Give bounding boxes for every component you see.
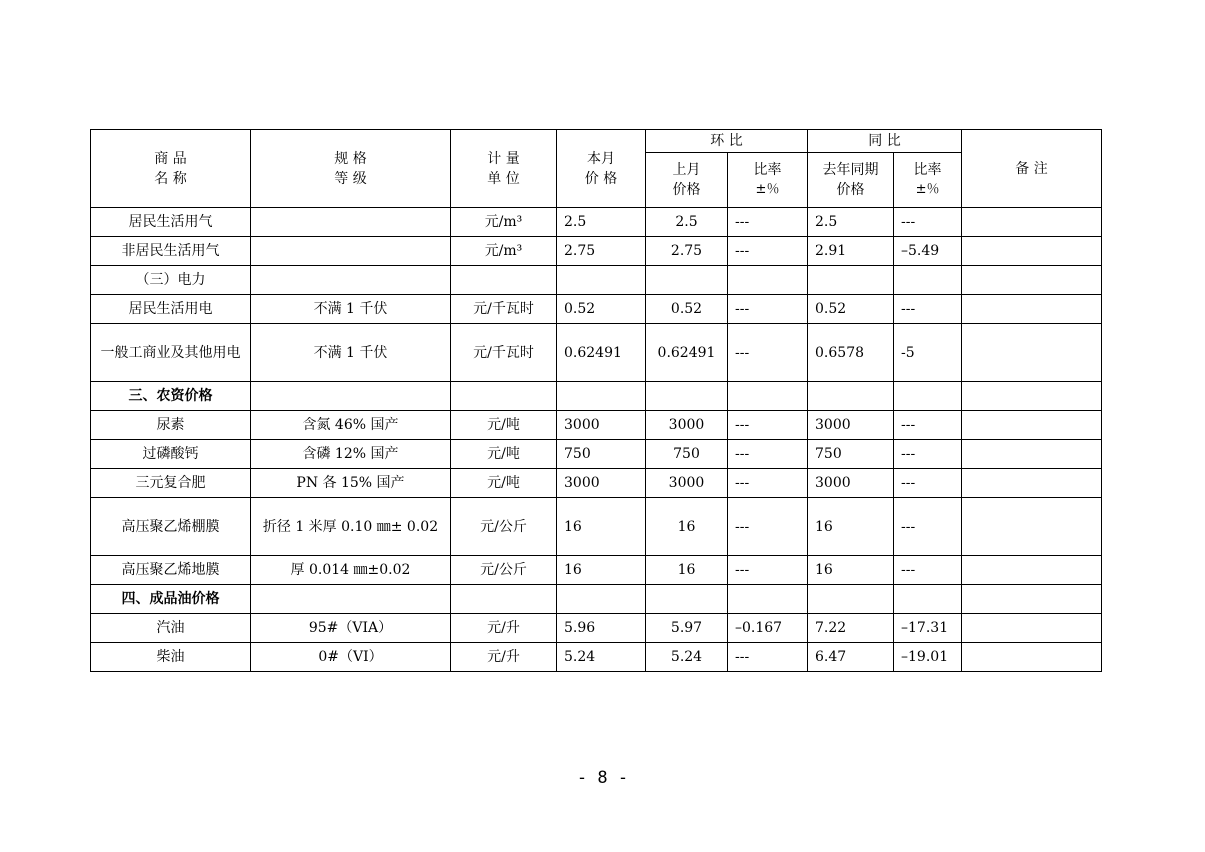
table-row	[91, 266, 1102, 295]
cell-current-price: 0.52	[557, 295, 646, 324]
cell-spec: 厚 0.014 ㎜±0.02	[251, 556, 451, 585]
cell-remark	[962, 208, 1102, 237]
header-year-on-year: 同 比	[808, 130, 962, 153]
header-last-month-price: 上月 价格	[646, 153, 728, 208]
cell-name: 一般工商业及其他用电	[91, 324, 251, 382]
cell-last-year-price: 16	[808, 556, 894, 585]
cell-spec	[251, 382, 451, 411]
cell-last-month-price: 5.97	[646, 614, 728, 643]
cell-spec: PN 各 15% 国产	[251, 469, 451, 498]
cell-last-year-price	[808, 266, 894, 295]
cell-yoy-rate: ---	[894, 295, 962, 324]
cell-spec: 0#（VI）	[251, 643, 451, 672]
cell-unit	[451, 382, 557, 411]
cell-mom-rate: ---	[728, 324, 808, 382]
table-row	[91, 614, 1102, 643]
cell-mom-rate: ---	[728, 556, 808, 585]
header-row	[91, 130, 1102, 153]
cell-name: 三元复合肥	[91, 469, 251, 498]
cell-remark	[962, 643, 1102, 672]
table-row	[91, 585, 1102, 614]
cell-current-price	[557, 382, 646, 411]
cell-yoy-rate: ---	[894, 498, 962, 556]
cell-spec: 含氮 46% 国产	[251, 411, 451, 440]
header-remark: 备 注	[962, 130, 1102, 208]
header-unit: 计 量 单 位	[451, 130, 557, 208]
cell-spec: 不满 1 千伏	[251, 295, 451, 324]
cell-mom-rate: –0.167	[728, 614, 808, 643]
cell-current-price	[557, 266, 646, 295]
header-month-on-month: 环 比	[646, 130, 808, 153]
cell-unit: 元/千瓦时	[451, 295, 557, 324]
price-table-body	[91, 130, 1102, 672]
cell-mom-rate: ---	[728, 643, 808, 672]
header-last-year-price: 去年同期 价格	[808, 153, 894, 208]
cell-last-month-price: 16	[646, 556, 728, 585]
table-row	[91, 498, 1102, 556]
cell-last-year-price: 0.6578	[808, 324, 894, 382]
cell-last-year-price: 3000	[808, 469, 894, 498]
cell-remark	[962, 266, 1102, 295]
cell-last-year-price: 2.5	[808, 208, 894, 237]
cell-yoy-rate: ---	[894, 411, 962, 440]
cell-last-month-price: 16	[646, 498, 728, 556]
cell-name: （三）电力	[91, 266, 251, 295]
cell-yoy-rate	[894, 266, 962, 295]
cell-mom-rate	[728, 382, 808, 411]
cell-last-month-price: 0.62491	[646, 324, 728, 382]
cell-unit: 元/升	[451, 643, 557, 672]
cell-last-month-price	[646, 585, 728, 614]
cell-unit: 元/吨	[451, 440, 557, 469]
cell-mom-rate: ---	[728, 440, 808, 469]
cell-unit: 元/升	[451, 614, 557, 643]
cell-unit	[451, 266, 557, 295]
cell-yoy-rate: –19.01	[894, 643, 962, 672]
cell-last-month-price: 2.75	[646, 237, 728, 266]
table-row	[91, 556, 1102, 585]
cell-mom-rate: ---	[728, 469, 808, 498]
cell-name: 柴油	[91, 643, 251, 672]
cell-current-price: 3000	[557, 469, 646, 498]
cell-current-price: 750	[557, 440, 646, 469]
cell-last-year-price	[808, 585, 894, 614]
page-number: - 8 -	[576, 768, 629, 788]
cell-last-year-price: 3000	[808, 411, 894, 440]
cell-last-year-price: 0.52	[808, 295, 894, 324]
table-row	[91, 324, 1102, 382]
table-row	[91, 411, 1102, 440]
cell-current-price: 2.5	[557, 208, 646, 237]
cell-mom-rate: ---	[728, 295, 808, 324]
cell-last-month-price: 3000	[646, 411, 728, 440]
cell-last-year-price: 2.91	[808, 237, 894, 266]
table-row	[91, 440, 1102, 469]
cell-remark	[962, 411, 1102, 440]
cell-last-year-price: 6.47	[808, 643, 894, 672]
cell-remark	[962, 440, 1102, 469]
cell-yoy-rate: ---	[894, 440, 962, 469]
cell-name: 居民生活用气	[91, 208, 251, 237]
header-spec: 规 格 等 级	[251, 130, 451, 208]
cell-current-price: 16	[557, 556, 646, 585]
cell-remark	[962, 498, 1102, 556]
cell-remark	[962, 324, 1102, 382]
table-row	[91, 237, 1102, 266]
cell-name: 四、成品油价格	[91, 585, 251, 614]
cell-spec	[251, 208, 451, 237]
cell-yoy-rate	[894, 585, 962, 614]
cell-last-month-price: 3000	[646, 469, 728, 498]
table-row	[91, 295, 1102, 324]
cell-mom-rate: ---	[728, 237, 808, 266]
cell-name: 高压聚乙烯棚膜	[91, 498, 251, 556]
cell-current-price: 5.96	[557, 614, 646, 643]
cell-yoy-rate: ---	[894, 208, 962, 237]
cell-last-month-price	[646, 382, 728, 411]
cell-mom-rate: ---	[728, 498, 808, 556]
cell-name: 居民生活用电	[91, 295, 251, 324]
cell-yoy-rate: –17.31	[894, 614, 962, 643]
cell-last-month-price: 2.5	[646, 208, 728, 237]
cell-name: 尿素	[91, 411, 251, 440]
cell-unit: 元/公斤	[451, 498, 557, 556]
cell-last-year-price	[808, 382, 894, 411]
header-name: 商 品 名 称	[91, 130, 251, 208]
cell-spec	[251, 266, 451, 295]
cell-yoy-rate: ---	[894, 469, 962, 498]
cell-spec	[251, 585, 451, 614]
cell-unit: 元/吨	[451, 469, 557, 498]
cell-spec: 折径 1 米厚 0.10 ㎜± 0.02	[251, 498, 451, 556]
cell-remark	[962, 295, 1102, 324]
header-current-price: 本月 价 格	[557, 130, 646, 208]
cell-last-month-price	[646, 266, 728, 295]
cell-name: 过磷酸钙	[91, 440, 251, 469]
cell-remark	[962, 556, 1102, 585]
cell-last-month-price: 750	[646, 440, 728, 469]
price-table	[90, 129, 1102, 672]
cell-last-month-price: 0.52	[646, 295, 728, 324]
cell-yoy-rate: ---	[894, 556, 962, 585]
cell-last-year-price: 16	[808, 498, 894, 556]
cell-name: 汽油	[91, 614, 251, 643]
cell-name: 非居民生活用气	[91, 237, 251, 266]
cell-last-year-price: 750	[808, 440, 894, 469]
table-row	[91, 643, 1102, 672]
cell-spec: 不满 1 千伏	[251, 324, 451, 382]
cell-mom-rate	[728, 585, 808, 614]
cell-remark	[962, 469, 1102, 498]
cell-current-price: 3000	[557, 411, 646, 440]
cell-mom-rate: ---	[728, 411, 808, 440]
cell-unit: 元/公斤	[451, 556, 557, 585]
cell-unit: 元/m³	[451, 237, 557, 266]
cell-yoy-rate	[894, 382, 962, 411]
cell-spec	[251, 237, 451, 266]
cell-mom-rate	[728, 266, 808, 295]
cell-unit: 元/吨	[451, 411, 557, 440]
table-row	[91, 469, 1102, 498]
cell-current-price: 2.75	[557, 237, 646, 266]
cell-spec: 95#（VIA）	[251, 614, 451, 643]
cell-remark	[962, 614, 1102, 643]
header-yoy-rate: 比率 ±％	[894, 153, 962, 208]
cell-mom-rate: ---	[728, 208, 808, 237]
cell-unit: 元/千瓦时	[451, 324, 557, 382]
header-mom-rate: 比率 ±％	[728, 153, 808, 208]
table-row	[91, 208, 1102, 237]
cell-current-price: 0.62491	[557, 324, 646, 382]
cell-last-year-price: 7.22	[808, 614, 894, 643]
cell-last-month-price: 5.24	[646, 643, 728, 672]
cell-current-price	[557, 585, 646, 614]
cell-remark	[962, 382, 1102, 411]
cell-spec: 含磷 12% 国产	[251, 440, 451, 469]
cell-name: 三、农资价格	[91, 382, 251, 411]
table-row	[91, 382, 1102, 411]
cell-unit: 元/m³	[451, 208, 557, 237]
cell-yoy-rate: –5.49	[894, 237, 962, 266]
cell-remark	[962, 237, 1102, 266]
cell-yoy-rate: -5	[894, 324, 962, 382]
cell-name: 高压聚乙烯地膜	[91, 556, 251, 585]
cell-current-price: 5.24	[557, 643, 646, 672]
cell-current-price: 16	[557, 498, 646, 556]
cell-remark	[962, 585, 1102, 614]
cell-unit	[451, 585, 557, 614]
